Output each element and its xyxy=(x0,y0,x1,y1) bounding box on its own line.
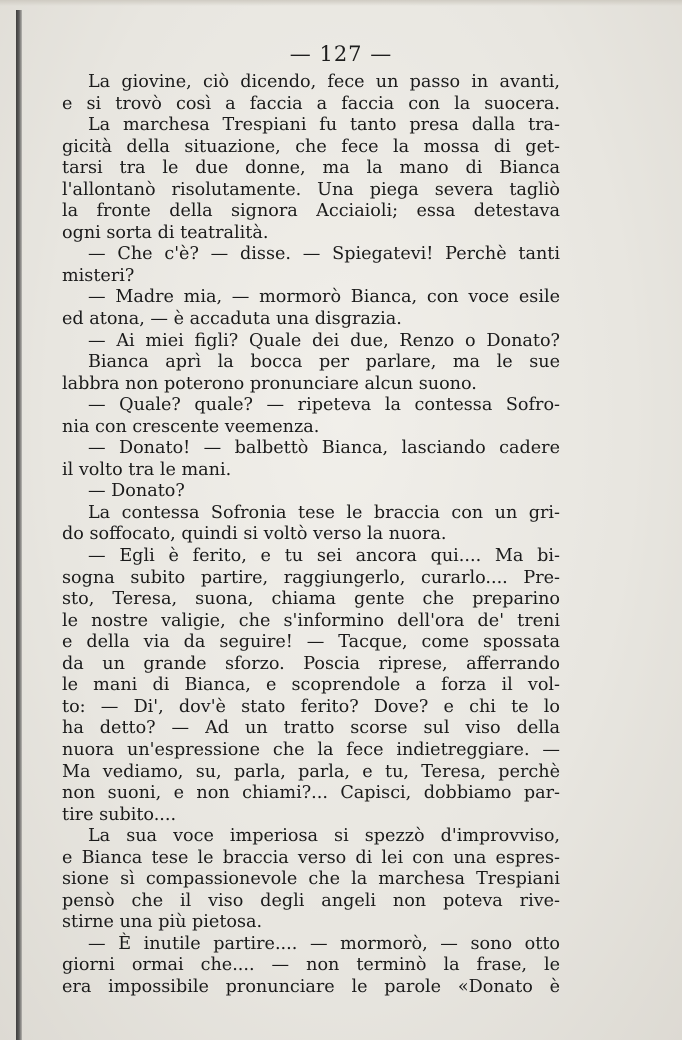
text-line: — Egli è ferito, e tu sei ancora qui.... Ma bi- xyxy=(88,546,560,567)
text-line: — Che c'è? — disse. — Spiegatevi! Perchè tanti xyxy=(88,244,560,265)
text-line: — Ai miei figli? Quale dei due, Renzo o Donato? xyxy=(88,330,560,351)
text-line: Ma vediamo, su, parla, parla, e tu, Teresa, perchè xyxy=(62,761,560,782)
text-line: — Madre mia, — mormorò Bianca, con voce esile xyxy=(88,287,560,308)
text-line: l'allontanò risolutamente. Una piega severa tagliò xyxy=(62,179,560,200)
text-line: le nostre valigie, che s'informino dell'ora de' treni xyxy=(62,610,560,631)
text-line: — È inutile partire.... — mormorò, — sono otto xyxy=(88,933,560,954)
text-line: sione sì compassionevole che la marchesa Trespiani xyxy=(62,869,560,890)
text-line: — Donato! — balbettò Bianca, lasciando cadere xyxy=(88,438,560,459)
text-line: nia con crescente veemenza. xyxy=(62,416,320,437)
text-line: sogna subito partire, raggiungerlo, curarlo.... Pre- xyxy=(62,567,560,588)
text-line: gicità della situazione, che fece la mossa di get- xyxy=(62,136,560,157)
text-line: to: — Di', dov'è stato ferito? Dove? e chi te lo xyxy=(62,696,560,717)
text-line: do soffocato, quindi si voltò verso la nuora. xyxy=(62,524,447,545)
text-line: sto, Teresa, suona, chiama gente che preparino xyxy=(62,589,560,610)
text-line: — Quale? quale? — ripeteva la contessa Sofro- xyxy=(88,395,560,416)
text-line: ha detto? — Ad un tratto scorse sul viso della xyxy=(62,718,560,739)
text-line: tarsi tra le due donne, ma la mano di Bianca xyxy=(62,158,560,179)
text-line: pensò che il viso degli angeli non poteva rive- xyxy=(62,890,560,911)
text-line: e Bianca tese le braccia verso di lei con una espres- xyxy=(62,847,560,868)
text-line: La sua voce imperiosa si spezzò d'improvviso, xyxy=(88,826,560,847)
text-line: giorni ormai che.... — non terminò la frase, le xyxy=(62,955,560,976)
text-line: labbra non poterono pronunciare alcun suono. xyxy=(62,373,477,394)
text-line: e della via da seguire! — Tacque, come spossata xyxy=(62,632,560,653)
text-line: era impossibile pronunciare le parole «Donato è xyxy=(62,976,560,997)
binding-edge xyxy=(16,10,22,1040)
text-line: le mani di Bianca, e scoprendole a forza il vol- xyxy=(62,675,560,696)
text-line: ed atona, — è accaduta una disgrazia. xyxy=(62,309,402,330)
text-line: tire subito.... xyxy=(62,804,177,825)
text-line: La giovine, ciò dicendo, fece un passo in avanti, xyxy=(88,72,560,92)
page-number: — 127 — xyxy=(289,42,393,66)
text-line: da un grande sforzo. Poscia riprese, afferrando xyxy=(62,653,560,674)
text-line: — Donato? xyxy=(88,481,185,502)
text-line: misteri? xyxy=(62,265,135,286)
text-line: e si trovò così a faccia a faccia con la suocera. xyxy=(62,93,560,114)
text-line: non suoni, e non chiami?... Capisci, dobbiamo par- xyxy=(62,783,560,804)
text-line: stirne una più pietosa. xyxy=(62,912,263,933)
text-line: La contessa Sofronia tese le braccia con un gri- xyxy=(88,502,560,523)
text-line: la fronte della signora Acciaioli; essa detestava xyxy=(62,201,560,222)
text-line: il volto tra le mani. xyxy=(62,459,232,480)
page-top-edge xyxy=(0,0,682,6)
text-line: La marchesa Trespiani fu tanto presa dalla tra- xyxy=(88,115,560,136)
body-text xyxy=(62,72,560,999)
text-line: nuora un'espressione che la fece indietreggiare. — xyxy=(62,739,560,760)
text-line: Bianca aprì la bocca per parlare, ma le sue xyxy=(88,352,560,373)
text-line: ogni sorta di teatralità. xyxy=(62,222,269,243)
